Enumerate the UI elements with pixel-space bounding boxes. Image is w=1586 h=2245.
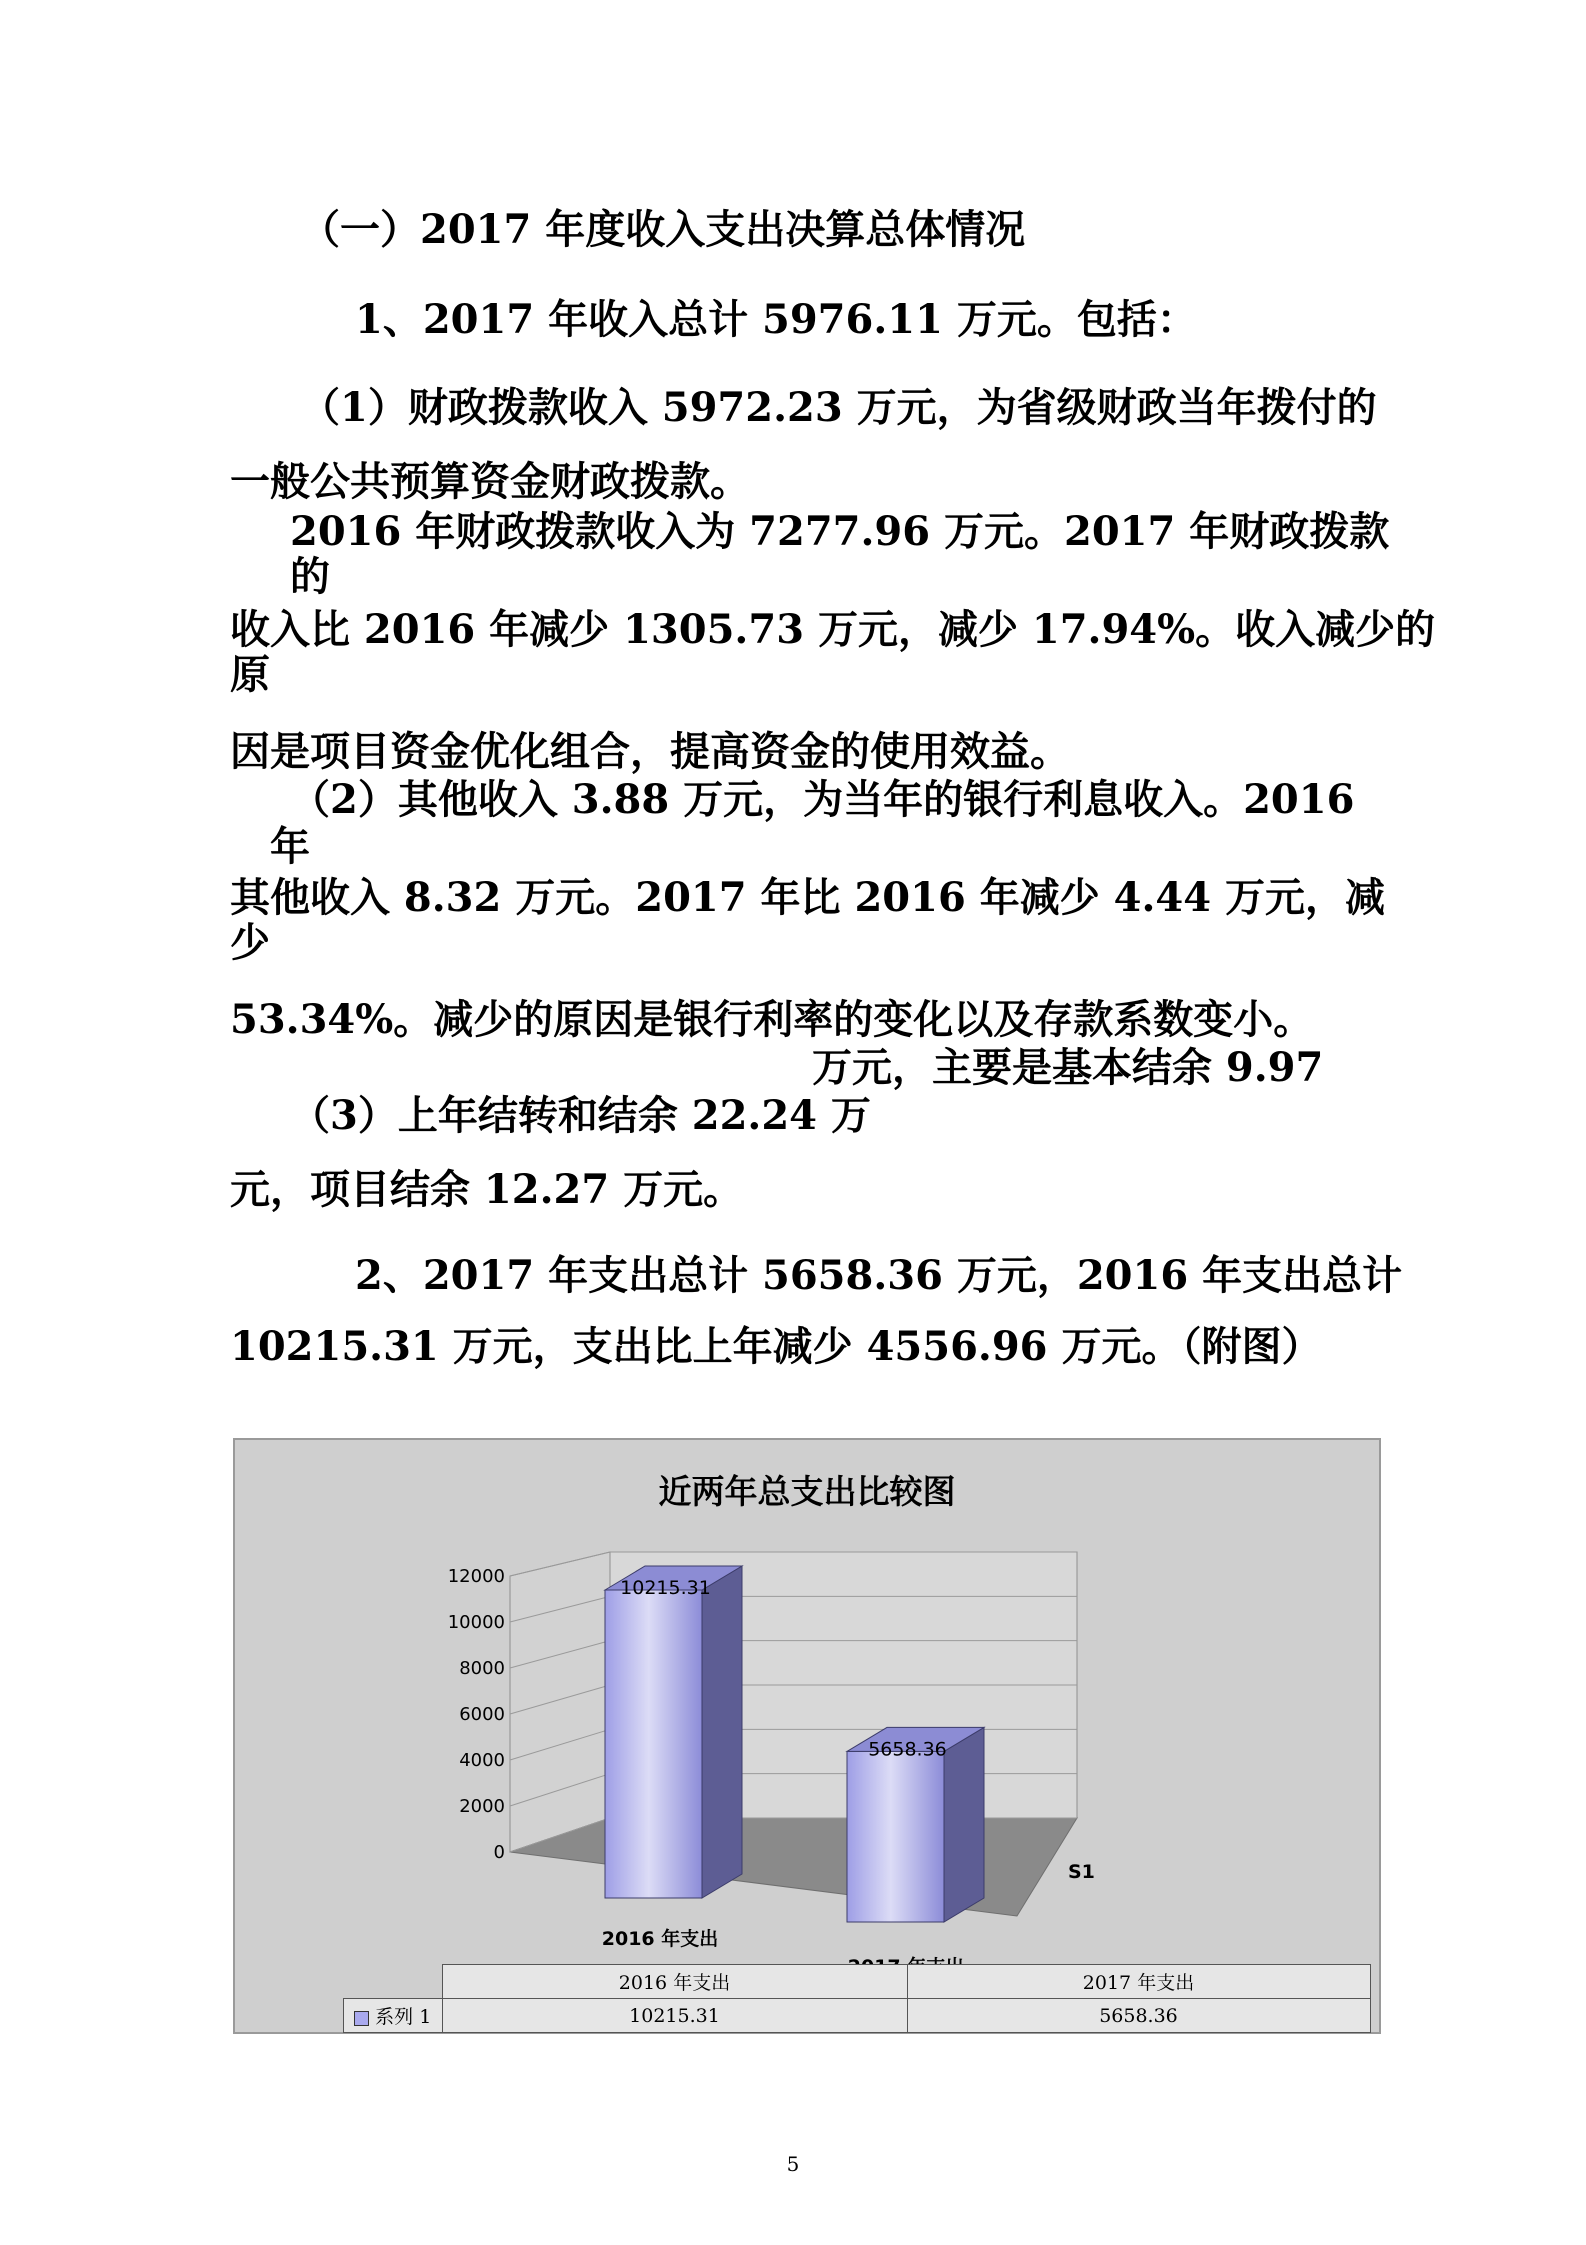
paragraph-carryover: （3）上年结转和结余 22.24 万	[290, 1092, 871, 1139]
table-corner	[344, 1965, 443, 1999]
paragraph-expense-compare: 10215.31 万元，支出比上年减少 4556.96 万元。（附图）	[230, 1323, 1322, 1370]
paragraph-income-decrease: 收入比 2016 年减少 1305.73 万元，减少 17.94%。收入减少的	[230, 606, 1436, 653]
chart-data-table	[343, 1964, 1371, 2033]
page-number: 5	[786, 2152, 800, 2176]
paragraph-2016-fiscal-wrap: 的	[290, 553, 330, 600]
chart-title: 近两年总支出比较图	[658, 1472, 956, 1511]
legend-entry	[344, 1999, 443, 2033]
y-tick-label: 4000	[459, 1750, 505, 1771]
table-header-2017: 2017 年支出	[907, 1965, 1370, 1999]
y-tick-label: 2000	[459, 1796, 505, 1817]
table-cell-2016: 10215.31	[442, 1999, 907, 2033]
paragraph-decrease-reason: 因是项目资金优化组合，提高资金的使用效益。	[230, 728, 1070, 775]
y-tick-label: 6000	[459, 1704, 505, 1725]
table-header-2016: 2016 年支出	[442, 1965, 907, 1999]
bar-value-label: 5658.36	[868, 1738, 947, 1761]
y-tick-label: 10000	[447, 1612, 505, 1633]
paragraph-project-balance: 元，项目结余 12.27 万元。	[230, 1166, 744, 1213]
bar-side	[944, 1727, 984, 1922]
paragraph-other-income-2016: 其他收入 8.32 万元。2017 年比 2016 年减少 4.44 万元，减	[230, 874, 1385, 921]
paragraph-expense-total: 2、2017 年支出总计 5658.36 万元，2016 年支出总计	[355, 1252, 1403, 1299]
paragraph-2016-fiscal: 2016 年财政拨款收入为 7277.96 万元。2017 年财政拨款	[290, 508, 1390, 555]
y-tick-label: 0	[493, 1842, 505, 1863]
paragraph-fiscal-income-cont: 一般公共预算资金财政拨款。	[230, 458, 750, 505]
paragraph-other-income-2016-wrap: 少	[230, 919, 270, 966]
paragraph-other-income-wrap: 年	[270, 823, 310, 870]
paragraph-interest-reason: 53.34%。减少的原因是银行利率的变化以及存款系数变小。	[230, 996, 1314, 1043]
paragraph-other-income: （2）其他收入 3.88 万元，为当年的银行利息收入。2016	[290, 776, 1355, 823]
bar-value-label: 10215.31	[620, 1577, 711, 1599]
series-axis-label: S1	[1068, 1861, 1095, 1883]
bar-side	[702, 1566, 742, 1898]
bar	[847, 1751, 944, 1922]
paragraph-income-total: 1、2017 年收入总计 5976.11 万元。包括：	[355, 296, 1197, 343]
legend-label: 系列 1	[375, 2006, 432, 2028]
legend-swatch	[354, 2011, 369, 2026]
chart-plot-area	[235, 1440, 1379, 1960]
y-tick-label: 12000	[447, 1566, 505, 1587]
paragraph-income-decrease-wrap: 原	[230, 651, 270, 698]
table-cell-2017: 5658.36	[907, 1999, 1370, 2033]
y-tick-label: 8000	[459, 1658, 505, 1679]
x-category-label: 2016 年支出	[601, 1928, 719, 1950]
bar	[605, 1590, 702, 1898]
paragraph-fiscal-income: （1）财政拨款收入 5972.23 万元，为省级财政当年拨付的	[300, 384, 1377, 431]
section-heading: （一）2017 年度收入支出决算总体情况	[300, 206, 1026, 253]
paragraph-carryover-right: 万元，主要是基本结余 9.97	[812, 1044, 1324, 1091]
expense-comparison-chart	[233, 1438, 1381, 2034]
